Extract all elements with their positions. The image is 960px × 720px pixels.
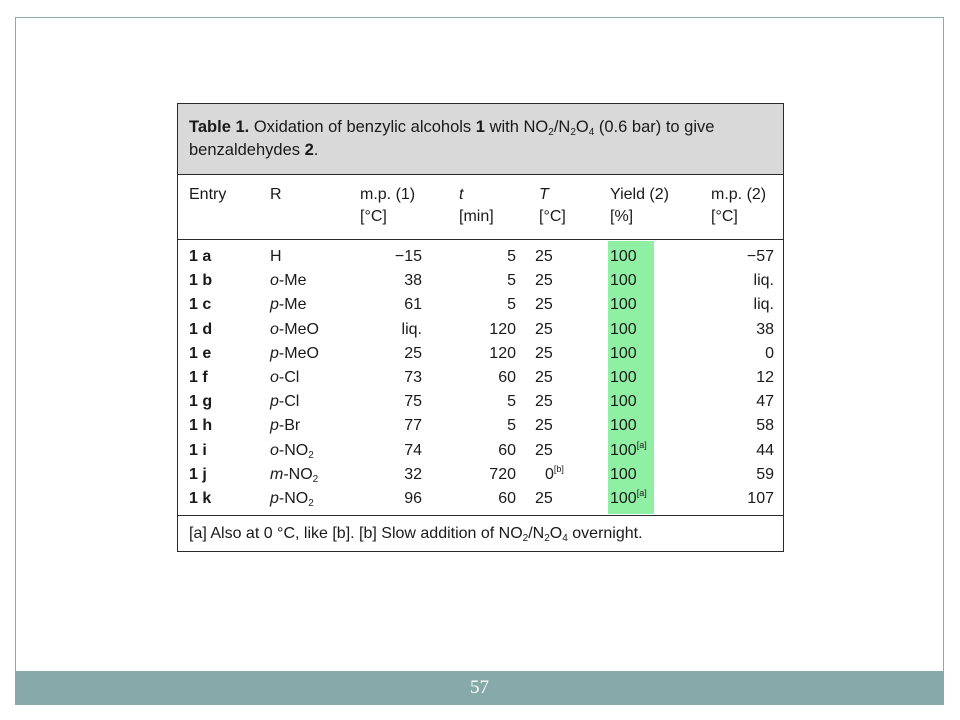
cell-yield: 100: [610, 320, 637, 338]
cell-time: 60: [498, 368, 516, 386]
header-mp1: m.p. (1) [°C]: [360, 186, 416, 225]
cell-time: 5: [507, 272, 516, 290]
caption-text: Oxidation of benzylic alcohols 1 with $NO_2/N_2O_4$ (0.6 bar) to give benzaldehydes 2.: [189, 118, 715, 159]
cell-mp2: 58: [756, 417, 774, 435]
cell-mp1: −15: [394, 248, 422, 265]
table-body: [178, 245, 783, 511]
cell-mp1: 25: [404, 344, 422, 362]
cell-entry: 1 b: [189, 272, 213, 290]
table-row: [178, 342, 783, 366]
cell-yield: 100: [610, 465, 637, 483]
page-number: 57: [470, 677, 489, 698]
cell-mp2: 44: [756, 441, 774, 459]
cell-entry: 1 k: [189, 489, 212, 507]
cell-time: 5: [507, 417, 516, 435]
cell-substituent: p-Cl: [270, 393, 300, 411]
header-yield: Yield (2) [%]: [610, 186, 669, 225]
cell-temperature: 25: [535, 489, 553, 507]
cell-yield: 100: [610, 417, 637, 435]
header-time: t [min]: [459, 186, 494, 225]
data-table: [177, 103, 784, 552]
cell-time: 5: [507, 296, 516, 314]
cell-mp2: liq.: [753, 296, 774, 314]
cell-temperature: 25: [535, 368, 553, 386]
table-row: [178, 414, 783, 438]
cell-mp1: 73: [404, 368, 422, 386]
cell-substituent: $m-NO_2$: [270, 465, 319, 485]
cell-entry: 1 f: [189, 368, 208, 386]
cell-entry: 1 d: [189, 320, 213, 338]
cell-entry: 1 e: [189, 344, 212, 362]
cell-mp1: 96: [404, 489, 422, 507]
cell-mp1: 61: [404, 296, 422, 314]
cell-mp1: 74: [404, 441, 422, 459]
cell-temperature: 25: [535, 393, 553, 411]
table-row: [178, 390, 783, 414]
cell-substituent: o-Me: [270, 272, 307, 290]
caption-label: Table 1.: [189, 118, 250, 136]
cell-yield: 100[a]: [610, 439, 647, 459]
cell-mp2: −57: [746, 248, 774, 265]
cell-mp2: 107: [747, 489, 774, 507]
cell-temperature: 25: [535, 344, 553, 362]
cell-mp1: 38: [404, 272, 422, 290]
table-header: [178, 175, 783, 240]
cell-entry: 1 i: [189, 441, 207, 459]
cell-temperature: 25: [535, 441, 553, 459]
cell-yield: 100: [610, 296, 637, 314]
cell-mp1: liq.: [401, 320, 422, 338]
table-row: [178, 366, 783, 390]
cell-substituent: H: [270, 248, 282, 265]
footer-bar: [15, 671, 944, 705]
cell-mp2: liq.: [753, 272, 774, 290]
cell-temperature: 25: [535, 417, 553, 435]
cell-entry: 1 j: [189, 465, 207, 483]
cell-yield: 100: [610, 272, 637, 290]
cell-temperature: 25: [535, 272, 553, 290]
cell-yield: 100: [610, 393, 637, 411]
table-row: [178, 439, 783, 463]
cell-time: 5: [507, 248, 516, 265]
table-row: [178, 269, 783, 293]
cell-substituent: o-MeO: [270, 320, 319, 338]
cell-yield: 100: [610, 368, 637, 386]
header-temperature: T [°C]: [539, 186, 566, 225]
table-row: [178, 293, 783, 317]
cell-substituent: p-Br: [270, 417, 301, 435]
table-row: [178, 318, 783, 342]
cell-mp2: 0: [765, 344, 774, 362]
cell-time: 5: [507, 393, 516, 411]
cell-time: 60: [498, 489, 516, 507]
cell-mp1: 32: [404, 465, 422, 483]
cell-mp2: 12: [756, 368, 774, 386]
header-mp2: m.p. (2) [°C]: [711, 186, 767, 225]
table-row: [178, 463, 783, 487]
cell-substituent: p-Me: [270, 296, 307, 314]
table-row: [178, 245, 783, 269]
cell-time: 60: [498, 441, 516, 459]
cell-mp2: 47: [756, 393, 774, 411]
cell-entry: 1 c: [189, 296, 212, 314]
cell-yield: 100: [610, 344, 637, 362]
cell-entry: 1 g: [189, 393, 213, 411]
table-footnote: [a] Also at 0 °C, like [b]. [b] Slow addition of $NO_2/N_2O_4$ overnight.: [178, 515, 783, 551]
table-caption: [178, 104, 783, 175]
cell-time: 120: [489, 320, 516, 338]
cell-time: 720: [489, 465, 516, 483]
header-entry: Entry: [189, 186, 227, 203]
cell-mp2: 38: [756, 320, 774, 338]
cell-yield: 100[a]: [610, 487, 647, 507]
cell-yield: 100: [610, 248, 637, 265]
cell-temperature: 0[b]: [545, 463, 564, 483]
cell-time: 120: [489, 344, 516, 362]
cell-mp1: 77: [404, 417, 422, 435]
cell-temperature: 25: [535, 296, 553, 314]
header-r: R: [270, 186, 282, 203]
cell-entry: 1 h: [189, 417, 213, 435]
cell-temperature: 25: [535, 320, 553, 338]
cell-mp1: 75: [404, 393, 422, 411]
cell-temperature: 25: [535, 248, 553, 265]
cell-substituent: p-MeO: [270, 344, 319, 362]
cell-substituent: $o-NO_2$: [270, 441, 314, 461]
cell-substituent: o-Cl: [270, 368, 300, 386]
cell-substituent: $p-NO_2$: [270, 489, 314, 509]
cell-entry: 1 a: [189, 248, 212, 265]
table-row: [178, 487, 783, 511]
cell-mp2: 59: [756, 465, 774, 483]
